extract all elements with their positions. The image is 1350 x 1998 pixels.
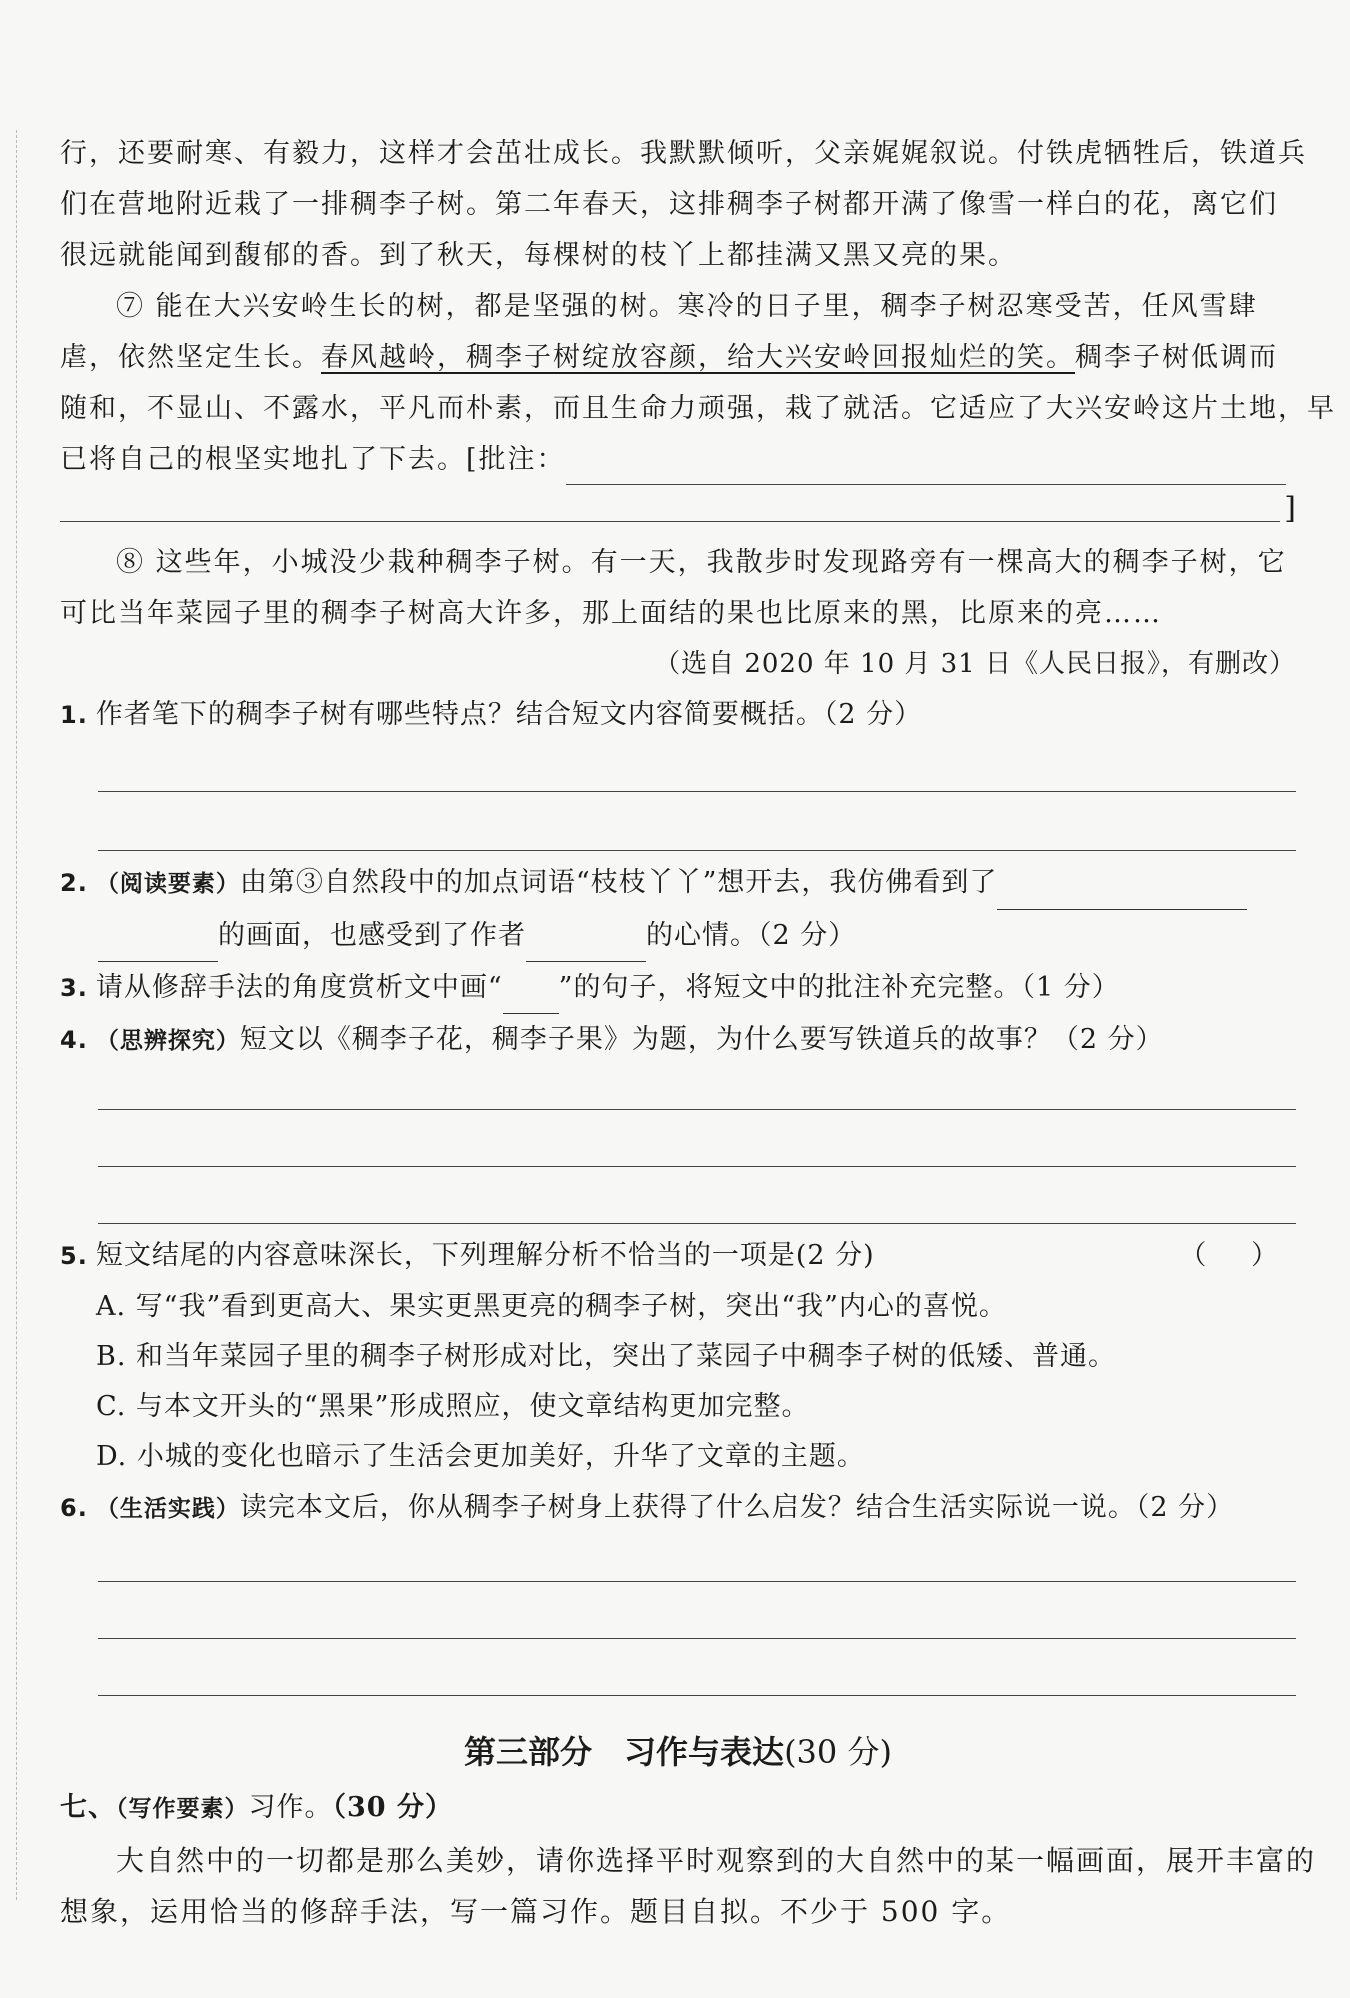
passage-text: 虐，依然坚定生长。 [60,342,321,373]
writing-prompt-line: 想象，运用恰当的修辞手法，写一篇习作。题目自拟。不少于 500 字。 [60,1895,1012,1928]
answer-line[interactable] [98,1535,1296,1582]
annotation-continuation [60,485,1296,537]
question-text: 的画面，也感受到了作者 [218,920,526,951]
answer-line[interactable] [98,792,1296,851]
question-tag: （思辨探究） [95,1027,240,1054]
paragraph-8-line: 可比当年菜园子里的稠李子树高大许多，那上面结的果也比原来的黑，比原来的亮…… [60,598,1162,629]
question-5 [60,1230,1296,1282]
answer-line[interactable] [98,1110,1296,1167]
question-text: 读完本文后，你从稠李子树身上获得了什么启发？结合生活实际说一说。（2 分） [239,1492,1235,1523]
paragraph-7-line: 随和，不显山、不露水，平凡而朴素，而且生命力顽强，栽了就活。它适应了大兴安岭这片土地，早 [60,393,1336,424]
question-number: 七、 [60,1792,116,1823]
option-b: B. 和当年菜园子里的稠李子树形成对比，突出了菜园子中稠李子树的低矮、普通。 [96,1341,1117,1372]
question-number: 4. [60,1026,88,1054]
underlined-sentence: 春风越岭，稠李子树绽放容颜，给大兴安岭回报灿烂的笑。 [321,342,1075,373]
fill-blank[interactable] [526,931,646,962]
option-c: C. 与本文开头的“黑果”形成照应，使文章结构更加完整。 [96,1391,810,1422]
reading-passage [60,128,1336,689]
paragraph-8-line: ⑧ 这些年，小城没少栽种稠李子树。有一天，我散步时发现路旁有一棵高大的稠李子树，它 [116,547,1287,578]
section-title-main: 第三部分 习作与表达 [464,1733,785,1771]
passage-line: 很远就能闻到馥郁的香。到了秋天，每棵树的枝丫上都挂满又黑又亮的果。 [60,240,1017,271]
underline-mark [503,987,559,1014]
answer-line[interactable] [98,1167,1296,1224]
answer-line[interactable] [98,1582,1296,1639]
question-score: （30 分） [332,1792,453,1823]
passage-text: 已将自己的根坚实地扎了下去。 [60,444,466,475]
paragraph-7-line: ⑦ 能在大兴安岭生长的树，都是坚强的树。寒冷的日子里，稠李子树忍寒受苦，任风雪肆 [116,291,1258,322]
question-1 [60,689,1296,741]
section-3-title [60,1722,1296,1782]
answer-line[interactable] [98,1067,1296,1110]
answer-parentheses[interactable]: （ ） [1179,1240,1296,1271]
passage-text: 稠李子树低调而 [1075,342,1278,373]
question-text: ”的句子，将短文中的批注补充完整。（1 分） [558,972,1120,1003]
exam-page [60,128,1336,1937]
question-number: 1. [60,701,88,729]
question-text: 短文结尾的内容意味深长，下列理解分析不恰当的一项是(2 分) [95,1240,875,1271]
answer-line[interactable] [98,741,1296,792]
option-a: A. 写“我”看到更高大、果实更黑更亮的稠李子树，突出“我”内心的喜悦。 [96,1291,1007,1322]
section-title-score: (30 分) [784,1733,892,1771]
question-text: 短文以《稠李子花，稠李子果》为题，为什么要写铁道兵的故事？（2 分） [239,1024,1164,1055]
question-tag: （生活实践） [95,1495,240,1522]
question-6 [60,1482,1296,1535]
question-3 [60,962,1296,1014]
passage-line: 们在营地附近栽了一排稠李子树。第二年春天，这排稠李子树都开满了像雪一样白的花，离它们 [60,189,1278,220]
question-text: 作者笔下的稠李子树有哪些特点？结合短文内容简要概括。（2 分） [95,699,923,730]
question-number: 6. [60,1494,88,1522]
paragraph-7-line [60,332,1296,383]
question-4 [60,1014,1296,1067]
passage-source: （选自 2020 年 10 月 31 日《人民日报》，有删改） [654,649,1296,679]
annotation-label: [批注： [466,444,566,475]
question-tag: （写作要素） [116,1795,249,1822]
question-number: 2. [60,869,88,897]
question-7 [60,1782,1296,1835]
binding-margin-line [16,130,18,1900]
fill-blank[interactable] [997,879,1247,910]
question-number: 3. [60,974,88,1002]
question-2 [60,857,1296,910]
question-text: 的心情。（2 分） [646,920,857,951]
answer-line[interactable] [98,1639,1296,1696]
writing-prompt-line: 大自然中的一切都是那么美妙，请你选择平时观察到的大自然中的某一幅画面，展开丰富的 [116,1844,1317,1877]
passage-line: 行，还要耐寒、有毅力，这样才会茁壮成长。我默默倾听，父亲娓娓叙说。付铁虎牺牲后，铁道兵 [60,138,1307,169]
paragraph-7-line [60,434,1296,485]
question-text: 习作。 [248,1792,333,1823]
annotation-answer-blank[interactable] [566,454,1286,485]
question-text: 由第③自然段中的加点词语“枝枝丫丫”想开去，我仿佛看到了 [239,867,998,898]
question-text: 请从修辞手法的角度赏析文中画“ [95,972,503,1003]
fill-blank[interactable] [98,931,218,962]
question-number: 5. [60,1242,88,1270]
question-tag: （阅读要素） [95,870,240,897]
annotation-answer-line[interactable] [60,521,1280,522]
annotation-close-bracket: ] [1284,491,1296,526]
question-2-cont [60,910,1296,962]
option-d: D. 小城的变化也暗示了生活会更加美好，升华了文章的主题。 [96,1441,865,1472]
